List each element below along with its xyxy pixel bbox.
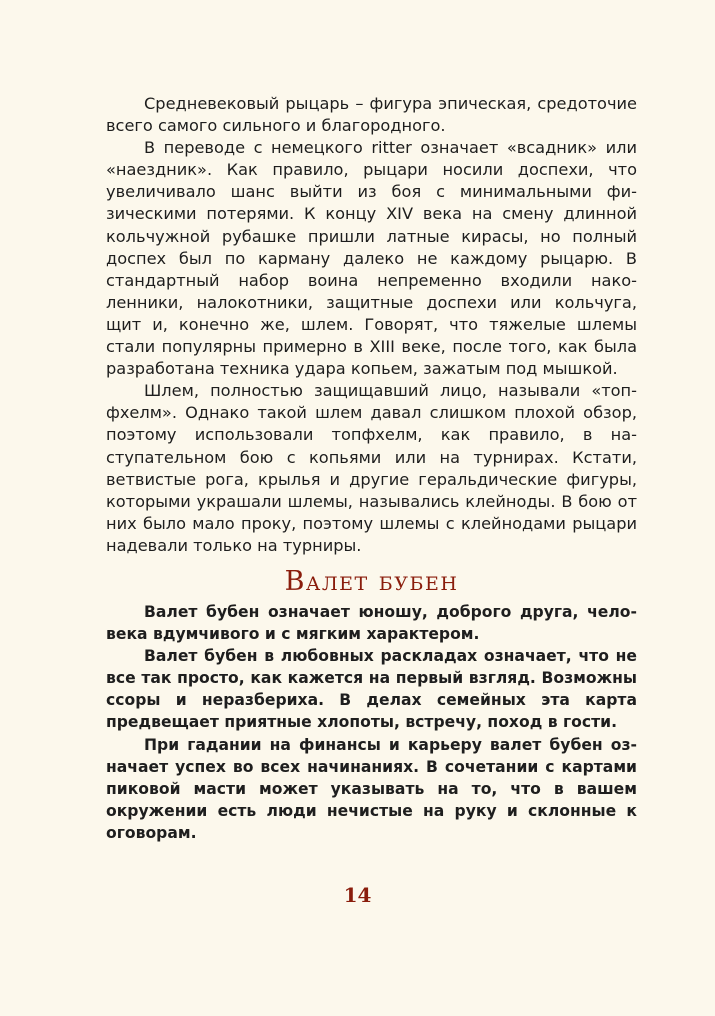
card-meaning-text xyxy=(106,601,637,844)
paragraph: Шлем, полностью защищавший лицо, называли «топфхелм». Однако такой шлем давал слишком плохой обзор, поэтому использовали топфхелм, как правило, в наступательном бою с копьями или на турнирах. Кстати, ветвистые рога, крылья и другие геральдические фигуры, которыми украшали шлемы, назывались клейноды. В бою от них было мало проку, поэтому шлемы с клейнодами рыцари надевали только на турниры. xyxy=(106,381,637,555)
bold-paragraph: При гадании на финансы и карьеру валет бубен означает успех во всех начинаниях. В сочетании с картами пиковой масти может указывать на то, что в вашем окружении есть люди нечистые на руку и склонные к оговорам. xyxy=(106,735,637,842)
bold-paragraph: Валет бубен в любовных раскладах означает, что не все так просто, как кажется на первый взгляд. Возможны ссоры и неразбериха. В делах семейных эта карта предвещает приятные хлопоты, встречу, поход в гости. xyxy=(106,647,637,732)
bold-paragraph: Валет бубен означает юношу, доброго друга, человека вдумчивого и с мягким характером. xyxy=(106,603,637,644)
page-number: 14 xyxy=(343,883,372,907)
section-heading: Валет бубен xyxy=(284,566,459,597)
paragraph: В переводе с немецкого ritter означает «всадник» или «наездник». Как правило, рыцари носили доспехи, что увеличивало шанс выйти из боя с минимальными физическими потерями. К концу XIV века на смену длинной кольчужной рубашке пришли латные кирасы, но полный доспех был по карману далеко не каждому рыцарю. В стандартный набор воина непременно входили наколенники, налокотники, защитные доспехи или кольчуга, щит и, конечно же, шлем. Говорят, что тяжелые шлемы стали популярны примерно в XIII веке, после того, как была разработана техника удара копьем, зажатым под мышкой. xyxy=(106,138,637,379)
paragraph: Средневековый рыцарь – фигура эпическая, средоточие всего самого сильного и благородного. xyxy=(106,94,637,136)
body-text xyxy=(106,93,637,557)
